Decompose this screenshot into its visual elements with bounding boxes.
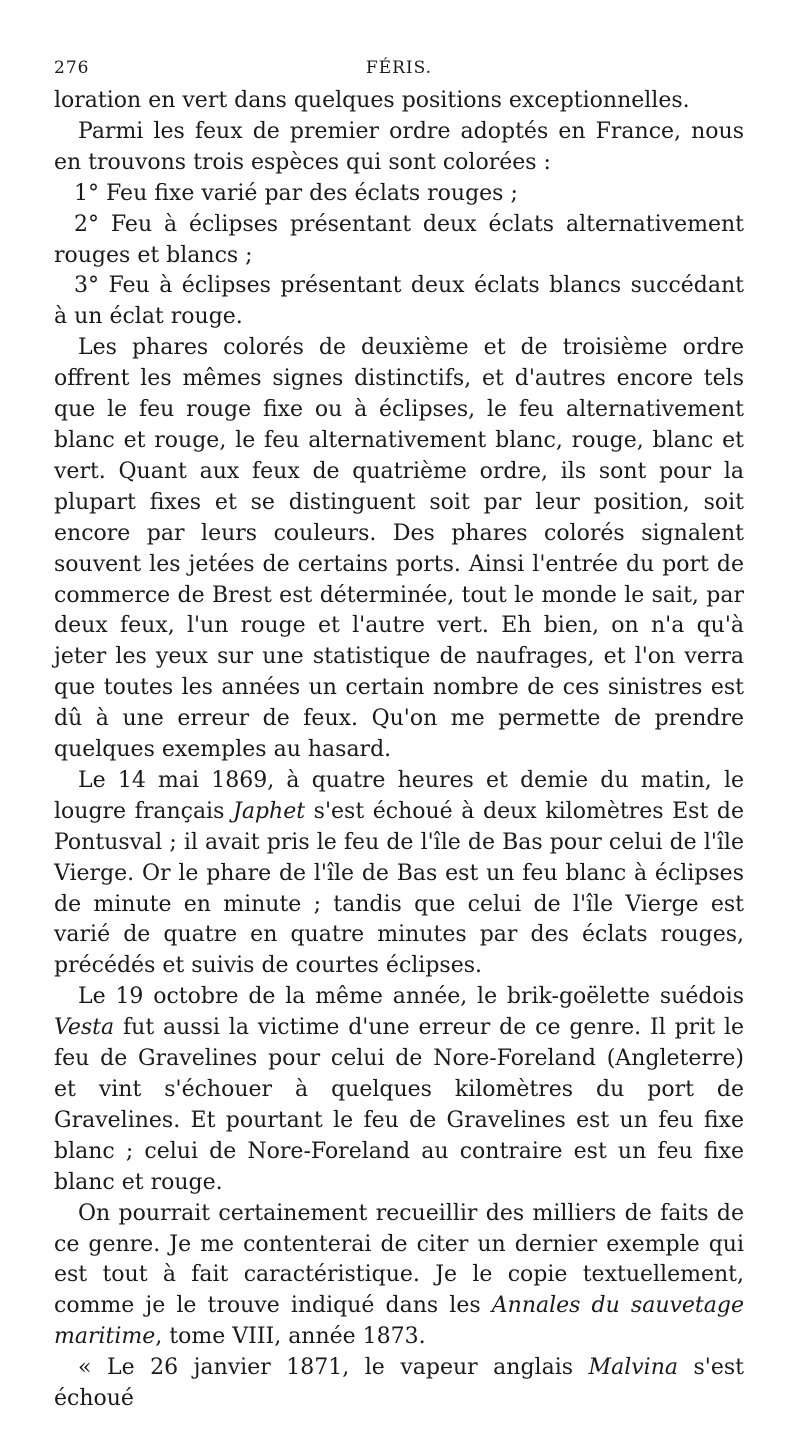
text-run: s'est échoué [54, 1355, 744, 1412]
running-title: FÉRIS. [365, 58, 433, 78]
running-head [54, 58, 744, 86]
text-run: « Le 26 janvier 1871, le vapeur anglais [78, 1355, 589, 1381]
text-run: , tome VIII, année 1873. [155, 1324, 426, 1350]
text-run: s'est échoué à deux kilomètres Est de Pontusval ; il avait pris le feu de l'île de Bas pour celui de l'île Vierge. Or le phare de l'île de Bas est un feu blanc à éclipses de minute en minute ; tandis que celui de l'île Vierge est varié de quatre en quatre minutes par des éclats rouges, précédés et suivis de courtes éclipses. [54, 798, 745, 979]
paragraph [54, 1353, 744, 1415]
text-run: Le 14 mai 1869, à quatre heures et demie du matin, le lougre français [54, 767, 744, 824]
text-run: Le 19 octobre de la même année, le brik-goëlette suédois [78, 984, 744, 1010]
list-item: 3° Feu à éclipses présentant deux éclats blancs succédant à un éclat rouge. [54, 273, 744, 330]
paragraph [54, 982, 744, 1198]
text-run: On pourrait certainement recueillir des milliers de faits de ce genre. Je me contenterai de citer un dernier exemple qui est tout à fait caractéristique. Je le copie textuellement, comme je le trouve indiqué dans les [54, 1200, 744, 1319]
book-title: Annales du sauvetage maritime [54, 1293, 744, 1350]
book-page [54, 58, 744, 1415]
paragraph: Les phares colorés de deuxième et de troisième ordre offrent les mêmes signes distinctifs, et d'autres encore tels que le feu rouge fixe ou à éclipses, le feu alternativement blanc et rouge, le feu alternativement blanc, rouge, blanc et vert. Quant aux feux de quatrième ordre, ils sont pour la plupart fixes et se distinguent soit par leur position, soit encore par leurs couleurs. Des phares colorés signalent souvent les jetées de certains ports. Ainsi l'entrée du port de commerce de Brest est déterminée, tout le monde le sait, par deux feux, l'un rouge et l'autre vert. Eh bien, on n'a qu'à jeter les yeux sur une statistique de naufrages, et l'on verra que toutes les années un certain nombre de ces sinistres est dû à une erreur de feux. Qu'on me permette de prendre quelques exemples au hasard. [54, 335, 744, 763]
ship-name: Malvina [588, 1355, 678, 1381]
paragraph [54, 766, 744, 982]
body-text [54, 86, 744, 1415]
text-run: fut aussi la victime d'une erreur de ce genre. Il prit le feu de Gravelines pour celui de Nore-Foreland (Angleterre) et vint s'échouer à quelques kilomètres du port de Gravelines. Et pourtant le feu de Gravelines est un feu fixe blanc ; celui de Nore-Foreland au contraire est un feu fixe blanc et rouge. [54, 1015, 744, 1195]
ship-name: Japhet [233, 798, 306, 824]
page-number: 276 [54, 58, 90, 78]
list-item: 1° Feu fixe varié par des éclats rouges ; [74, 180, 518, 206]
paragraph: Parmi les feux de premier ordre adoptés en France, nous en trouvons trois espèces qui sont colorées : [54, 118, 744, 175]
paragraph: loration en vert dans quelques positions exceptionnelles. [54, 88, 690, 113]
paragraph [54, 1199, 744, 1354]
ship-name: Vesta [54, 1015, 115, 1041]
list-item: 2° Feu à éclipses présentant deux éclats alternativement rouges et blancs ; [54, 211, 744, 268]
